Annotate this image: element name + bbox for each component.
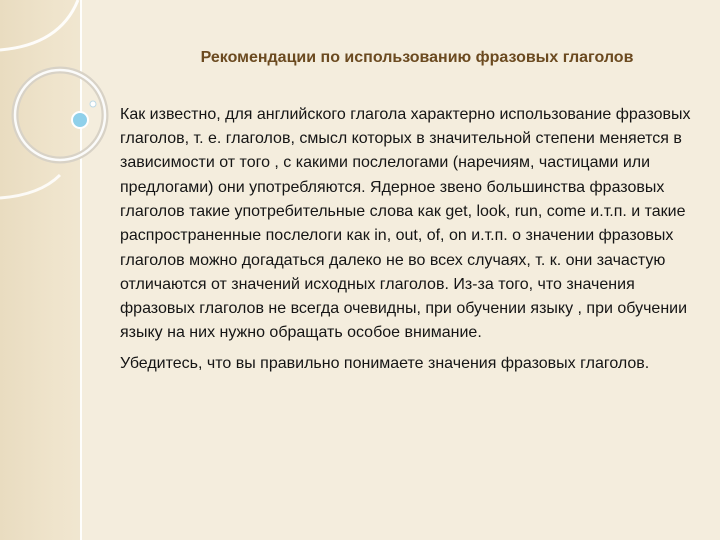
slide-title: Рекомендации по использованию фразовых глаголов	[200, 49, 634, 66]
body-paragraph-1	[120, 103, 700, 346]
decor-arc-top	[0, 0, 78, 50]
decor-ring-large-highlight	[15, 70, 105, 160]
decor-dot-small	[90, 101, 96, 107]
decorative-rings	[0, 0, 140, 200]
body-paragraph-2: Убедитесь, что вы правильно понимаете значения фразовых глаголов.	[120, 354, 650, 372]
paragraph-1-part-2: и.т.п. и такие распространенные послелоги как	[120, 202, 686, 245]
decor-arc-bottom	[0, 175, 60, 198]
particle-examples: in, out, of, on	[374, 227, 467, 245]
decor-dot-blue	[72, 112, 88, 128]
verb-examples: get, look, run, come	[445, 202, 586, 220]
paragraph-1-part-1: Как известно, для английского глагола характерно использование фразовых глаголов, т. е. глаголов, смысл которых в значительной степени меняется в зависимости от того , с какими послелогами (наречиям, частицами или предлогами) они употребляются. Ядерное звено большинства фразовых глаголов такие употребительные слова как	[120, 105, 691, 220]
paragraph-1-part-3: и.т.п. о значении фразовых глаголов можно догадаться далеко не во всех случаях, т. к. они зачастую отличаются от значений исходных глаголов. Из-за того, что значения фразовых глаголов не всегда очевидны, при обучении языку , при обучении языку на них нужно обращать особое внимание.	[120, 227, 688, 342]
slide-content	[120, 48, 700, 382]
